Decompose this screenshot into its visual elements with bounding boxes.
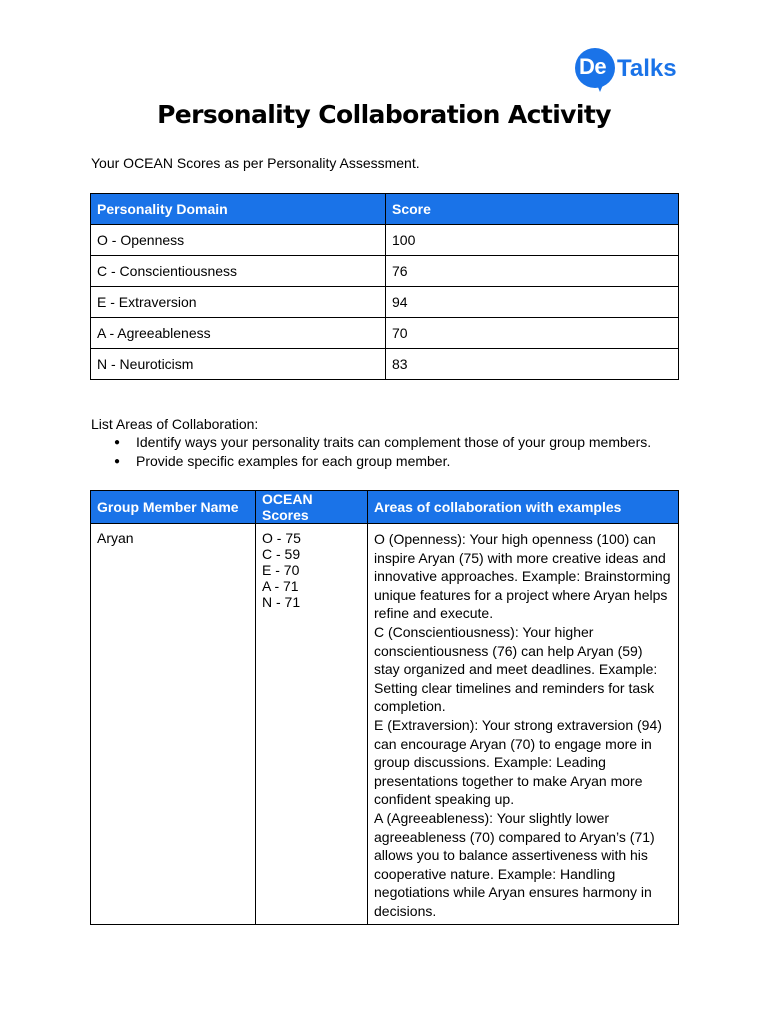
table-header-row [91,491,679,524]
member-scores-cell [256,524,368,925]
member-score: O - 75 [262,530,301,546]
domain-cell: A - Agreeableness [91,318,386,349]
table-row [91,349,679,380]
intro-text: Your OCEAN Scores as per Personality Assessment. [91,155,420,171]
logo-bubble-tail-icon [595,80,605,92]
score-cell: 76 [386,256,679,287]
score-cell: 94 [386,287,679,318]
domain-cell: C - Conscientiousness [91,256,386,287]
logo-text-talks: Talks [617,55,677,82]
table-row [91,287,679,318]
member-score: N - 71 [262,594,301,610]
collaboration-heading: List Areas of Collaboration: [91,416,259,432]
collaboration-areas-cell [368,524,679,925]
table-row [91,318,679,349]
table-header-row [91,194,679,225]
header-areas-of-collaboration: Areas of collaboration with examples [368,491,679,524]
area-extraversion: E (Extraversion): Your strong extraversion (94) can encourage Aryan (70) to engage more in group discussions. Example: Leading presentations together to make Aryan more confident speaking up. [374,716,662,808]
table-row [91,256,679,287]
ocean-scores-table [90,193,679,380]
domain-cell: N - Neuroticism [91,349,386,380]
area-agreeableness: A (Agreeableness): Your slightly lower agreeableness (70) compared to Aryan’s (71) allows you to balance assertiveness with his cooperative nature. Example: Handling negotiations while Aryan ensures harmony in decisions. [374,809,655,919]
table-row [91,524,679,925]
area-conscientiousness: C (Conscientiousness): Your higher conscientiousness (76) can help Aryan (59) stay organized and meet deadlines. Example: Setting clear timelines and reminders for task completion. [374,623,658,715]
group-collaboration-table [90,490,679,925]
area-openness: O (Openness): Your high openness (100) can inspire Aryan (75) with more creative ideas and innovative approaches. Example: Brainstorming unique features for a project where Aryan helps refine and execute. [374,531,671,622]
list-item: ● Identify ways your personality traits can complement those of your group members. [91,433,651,452]
logo-text-de: De [579,54,607,79]
member-name-cell: Aryan [91,524,256,925]
table-row [91,225,679,256]
member-score: C - 59 [262,546,301,562]
score-cell: 70 [386,318,679,349]
member-score: E - 70 [262,562,300,578]
header-group-member-name: Group Member Name [91,491,256,524]
page-title: Personality Collaboration Activity [157,100,611,129]
list-item: ● Provide specific examples for each group member. [91,452,651,471]
domain-cell: O - Openness [91,225,386,256]
header-score: Score [386,194,679,225]
header-ocean-scores: OCEAN Scores [256,491,368,524]
score-cell: 100 [386,225,679,256]
member-score: A - 71 [262,578,299,594]
collaboration-bullet-list [91,433,651,471]
domain-cell: E - Extraversion [91,287,386,318]
score-cell: 83 [386,349,679,380]
header-personality-domain: Personality Domain [91,194,386,225]
